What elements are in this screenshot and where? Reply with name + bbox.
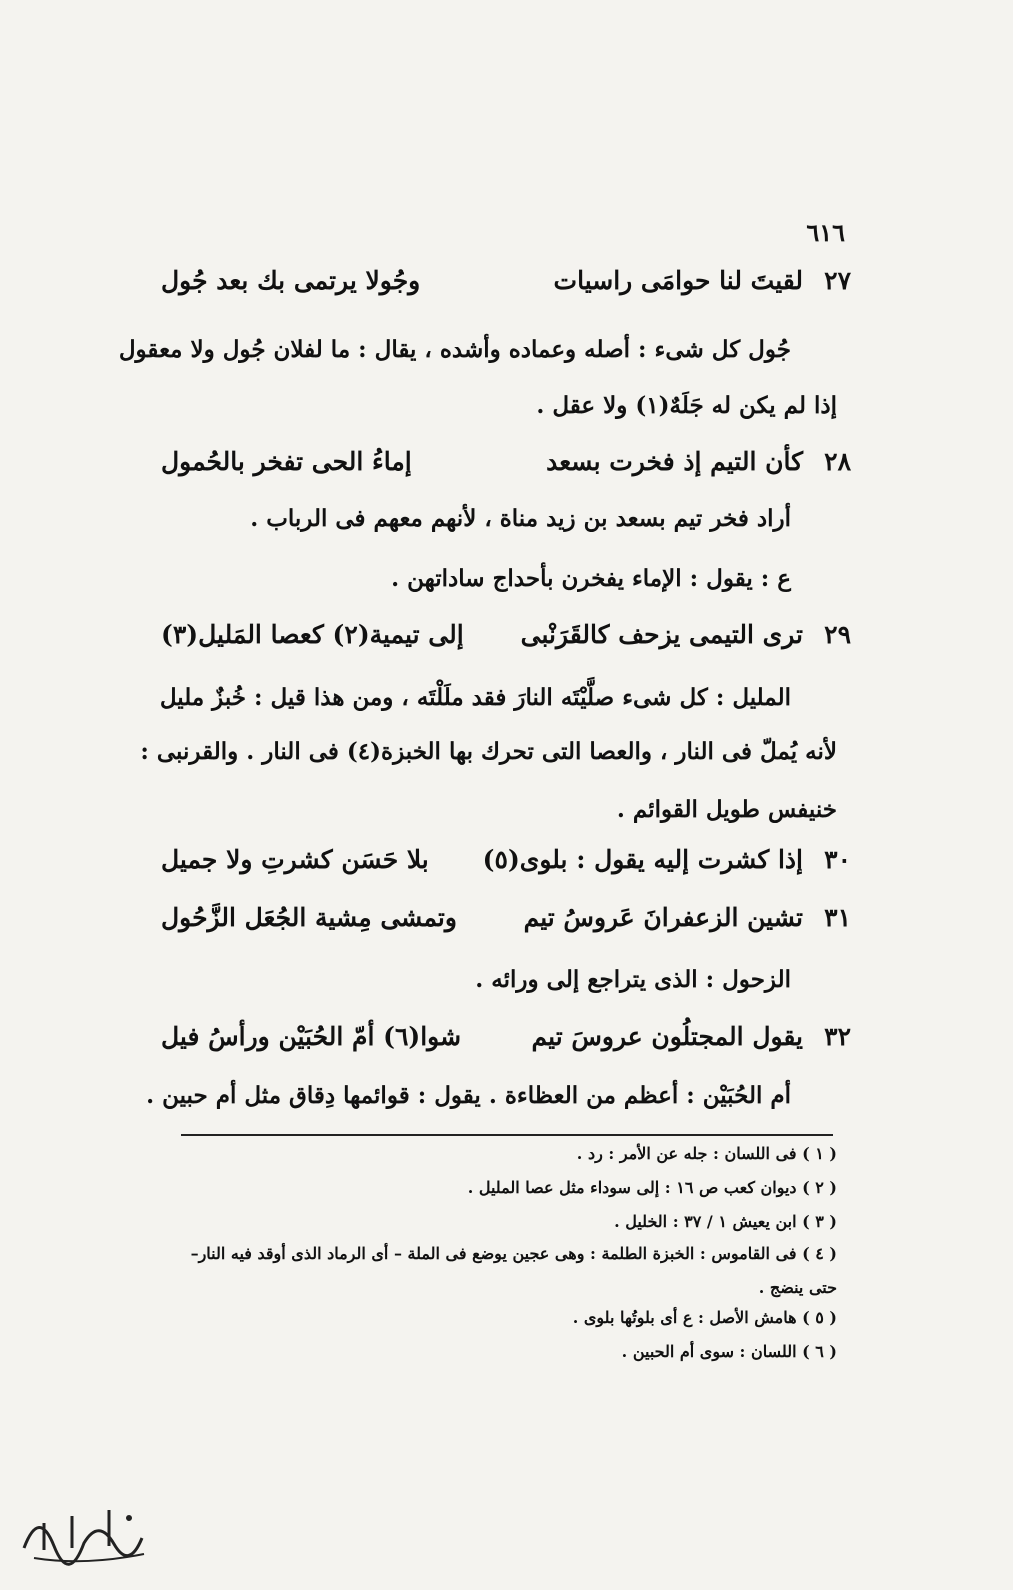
verse-second-hemistich: شوا(٦) أمّ الحُبَيْن ورأسُ فيل — [161, 1022, 462, 1051]
commentary-line: جُول كل شىء : أصله وعماده وأشده ، يقال : ما لفلان جُول ولا معقول — [118, 336, 791, 363]
verse-29 — [161, 620, 851, 664]
verse-28 — [161, 447, 851, 491]
verse-27 — [161, 266, 851, 310]
verse-number: ٣٠ — [824, 845, 851, 874]
footnote: ( ٦ ) اللسان : سوى أم الحبين . — [621, 1342, 837, 1361]
verse-first-hemistich: إذا كشرت إليه يقول : بلوى(٥) — [482, 845, 803, 874]
verse-second-hemistich: إلى تيمية(٢) كعصا المَليل(٣) — [161, 620, 464, 649]
verse-second-hemistich: إماءُ الحى تفخر بالحُمول — [161, 447, 412, 476]
verse-second-hemistich: وجُولا يرتمى بك بعد جُول — [161, 266, 421, 295]
verse-first-hemistich: كأن التيم إذ فخرت بسعد — [546, 447, 803, 476]
commentary-line: ع : يقول : الإماء يفخرن بأحداج ساداتهن . — [391, 565, 791, 592]
commentary-line: المليل : كل شىء صلَّيْتَه النارَ فقد ملَلْتَه ، ومن هذا قيل : خُبزٌ مليل — [159, 684, 791, 711]
verse-second-hemistich: وتمشى مِشية الجُعَل الزَّحُول — [161, 903, 457, 932]
page-number: ٦١٦ — [806, 218, 845, 247]
footnote-divider — [181, 1134, 833, 1136]
footnote: ( ٢ ) ديوان كعب ص ١٦ : إلى سوداء مثل عصا المليل . — [467, 1178, 837, 1197]
verse-second-hemistich: بلا حَسَن كشرتِ ولا جميل — [161, 845, 429, 874]
verse-31 — [161, 903, 851, 947]
verse-first-hemistich: ترى التيمى يزحف كالقَرَنْبى — [520, 620, 803, 649]
verse-30 — [161, 845, 851, 889]
footnote: حتى ينضج . — [758, 1278, 837, 1297]
verse-number: ٣١ — [824, 903, 851, 932]
commentary-line: إذا لم يكن له جَلَهٌ(١) ولا عقل . — [536, 392, 837, 419]
commentary-line: الزحول : الذى يتراجع إلى ورائه . — [475, 966, 791, 993]
footnote: ( ٤ ) فى القاموس : الخبزة الطلمة : وهى عجين يوضع فى الملة – أى الرماد الذى أوقد فيه النار– — [190, 1244, 837, 1263]
verse-number: ٢٧ — [824, 266, 851, 295]
verse-first-hemistich: لقيتَ لنا حوامَى راسيات — [553, 266, 803, 295]
verse-32 — [161, 1022, 851, 1066]
verse-number: ٢٨ — [824, 447, 851, 476]
verse-first-hemistich: تشين الزعفرانَ عَروسُ تيم — [523, 903, 803, 932]
footnote: ( ٣ ) ابن يعيش ١ / ٣٧ : الخليل . — [614, 1212, 837, 1231]
commentary-line: أراد فخر تيم بسعد بن زيد مناة ، لأنهم معهم فى الرباب . — [250, 505, 791, 532]
commentary-line: خنيفس طويل القوائم . — [616, 796, 837, 823]
verse-number: ٣٢ — [824, 1022, 851, 1051]
footnote: ( ٥ ) هامش الأصل : ع أى بلوتُها بلوى . — [572, 1308, 837, 1327]
commentary-line: لأنه يُملّ فى النار ، والعصا التى تحرك بها الخبزة(٤) فى النار . والقرنبى : — [140, 738, 837, 765]
calligraphy-seal-logo — [14, 1488, 154, 1568]
commentary-line: أم الحُبَيْن : أعظم من العظاءة . يقول : قوائمها دِقاق مثل أم حبين . — [146, 1082, 791, 1109]
verse-number: ٢٩ — [824, 620, 851, 649]
footnote: ( ١ ) فى اللسان : جله عن الأمر : رد . — [576, 1144, 837, 1163]
verse-first-hemistich: يقول المجتلُون عروسَ تيم — [531, 1022, 803, 1051]
